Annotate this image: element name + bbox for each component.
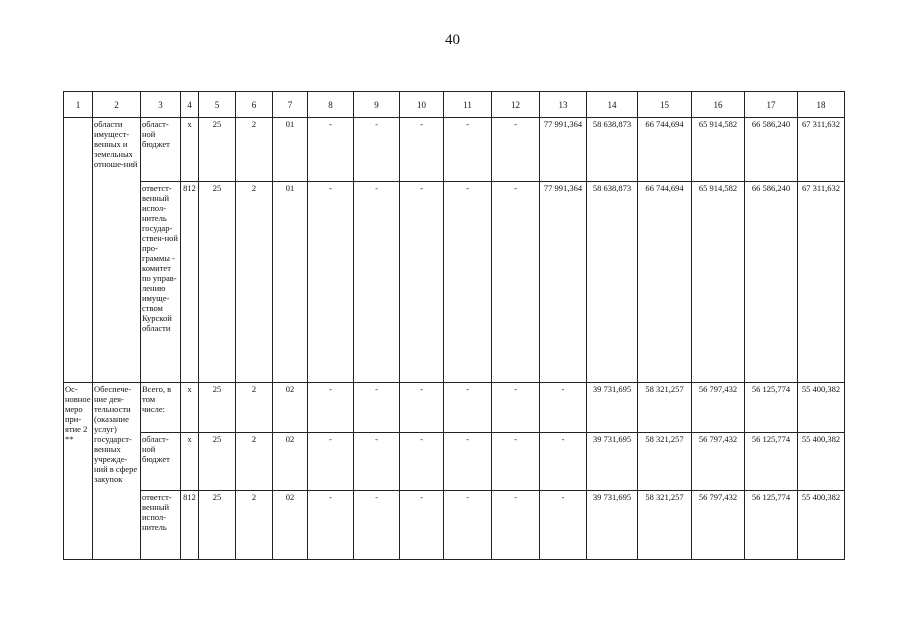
cell-value: 2	[236, 491, 273, 560]
cell-value: -	[444, 433, 492, 491]
cell-value: -	[354, 491, 400, 560]
cell-source: област-ной бюджет	[141, 433, 181, 491]
cell-value: 25	[199, 118, 236, 182]
table-row	[64, 118, 845, 182]
cell-value: 812	[181, 182, 199, 383]
cell-value: -	[444, 182, 492, 383]
header-cell: 4	[181, 92, 199, 118]
cell-value: -	[308, 182, 354, 383]
header-cell: 16	[692, 92, 745, 118]
cell-source: Всего, в том числе:	[141, 383, 181, 433]
cell-value: 2	[236, 433, 273, 491]
cell-source: област-ной бюджет	[141, 118, 181, 182]
cell-value: 02	[273, 433, 308, 491]
cell-value: 25	[199, 491, 236, 560]
cell-value: -	[308, 433, 354, 491]
cell-value: -	[492, 491, 540, 560]
cell-value: -	[540, 491, 587, 560]
cell-value: -	[400, 383, 444, 433]
cell-value: 812	[181, 491, 199, 560]
cell-value: х	[181, 433, 199, 491]
header-cell: 11	[444, 92, 492, 118]
header-cell: 12	[492, 92, 540, 118]
cell-activity-type	[64, 118, 93, 383]
cell-value: -	[540, 433, 587, 491]
cell-value: 56 797,432	[692, 383, 745, 433]
cell-value: 56 125,774	[745, 491, 798, 560]
header-cell: 3	[141, 92, 181, 118]
cell-value: 25	[199, 383, 236, 433]
cell-value: 25	[199, 433, 236, 491]
cell-value: -	[444, 491, 492, 560]
cell-value: 39 731,695	[587, 383, 638, 433]
cell-value: -	[492, 433, 540, 491]
cell-value: -	[400, 491, 444, 560]
header-cell: 5	[199, 92, 236, 118]
cell-value: 56 125,774	[745, 383, 798, 433]
cell-value: 56 797,432	[692, 491, 745, 560]
header-cell: 14	[587, 92, 638, 118]
cell-value: 39 731,695	[587, 433, 638, 491]
budget-table	[63, 91, 845, 560]
cell-value: 58 321,257	[638, 433, 692, 491]
cell-value: -	[354, 383, 400, 433]
cell-value: 67 311,632	[798, 182, 845, 383]
cell-value: 65 914,582	[692, 182, 745, 383]
cell-value: 02	[273, 383, 308, 433]
cell-value: -	[308, 118, 354, 182]
cell-value: -	[400, 433, 444, 491]
cell-value: 66 586,240	[745, 118, 798, 182]
cell-source: ответст-венный испол-нитель	[141, 491, 181, 560]
cell-value: 2	[236, 182, 273, 383]
header-cell: 2	[93, 92, 141, 118]
table-row	[64, 491, 845, 560]
cell-value: 77 991,364	[540, 118, 587, 182]
cell-value: -	[444, 118, 492, 182]
header-cell: 13	[540, 92, 587, 118]
header-cell: 15	[638, 92, 692, 118]
cell-source: ответст-венный испол-нитель государ-ствен-ной про-граммы - комитет по управ-лению имуще-ством Курской области	[141, 182, 181, 383]
cell-value: 25	[199, 182, 236, 383]
header-cell: 6	[236, 92, 273, 118]
cell-activity-type: Ос-новное меро при-ятие 2 **	[64, 383, 93, 560]
cell-value: х	[181, 118, 199, 182]
cell-value: -	[354, 182, 400, 383]
cell-program-name: области имущест-венных и земельных отноше-ний	[93, 118, 141, 383]
cell-value: 66 744,694	[638, 118, 692, 182]
cell-value: 65 914,582	[692, 118, 745, 182]
cell-value: -	[444, 383, 492, 433]
cell-value: 58 321,257	[638, 491, 692, 560]
cell-value: 58 638,873	[587, 182, 638, 383]
cell-value: 56 125,774	[745, 433, 798, 491]
header-cell: 17	[745, 92, 798, 118]
cell-value: 01	[273, 118, 308, 182]
cell-value: 55 400,382	[798, 383, 845, 433]
cell-value: 39 731,695	[587, 491, 638, 560]
table-row	[64, 433, 845, 491]
cell-value: -	[400, 118, 444, 182]
cell-value: 2	[236, 118, 273, 182]
cell-value: -	[492, 118, 540, 182]
header-cell: 8	[308, 92, 354, 118]
cell-value: х	[181, 383, 199, 433]
header-cell: 10	[400, 92, 444, 118]
cell-value: -	[308, 383, 354, 433]
cell-value: -	[492, 182, 540, 383]
cell-value: 77 991,364	[540, 182, 587, 383]
cell-value: 58 638,873	[587, 118, 638, 182]
cell-value: 02	[273, 491, 308, 560]
cell-value: 2	[236, 383, 273, 433]
table-row	[64, 383, 845, 433]
cell-value: 66 586,240	[745, 182, 798, 383]
cell-value: 55 400,382	[798, 433, 845, 491]
cell-value: -	[540, 383, 587, 433]
cell-value: -	[354, 433, 400, 491]
header-row	[64, 92, 845, 118]
table-row	[64, 182, 845, 383]
header-cell: 7	[273, 92, 308, 118]
cell-value: 01	[273, 182, 308, 383]
cell-value: -	[354, 118, 400, 182]
cell-value: 67 311,632	[798, 118, 845, 182]
header-cell: 18	[798, 92, 845, 118]
header-cell: 9	[354, 92, 400, 118]
cell-value: 66 744,694	[638, 182, 692, 383]
cell-value: 55 400,382	[798, 491, 845, 560]
page-number: 40	[445, 32, 460, 48]
cell-value: 56 797,432	[692, 433, 745, 491]
cell-value: 58 321,257	[638, 383, 692, 433]
cell-program-name: Обеспече-ние дея-тельности (оказание услуг) государст-венных учрежде-ний в сфере закупок	[93, 383, 141, 560]
header-cell: 1	[64, 92, 93, 118]
cell-value: -	[492, 383, 540, 433]
cell-value: -	[308, 491, 354, 560]
cell-value: -	[400, 182, 444, 383]
